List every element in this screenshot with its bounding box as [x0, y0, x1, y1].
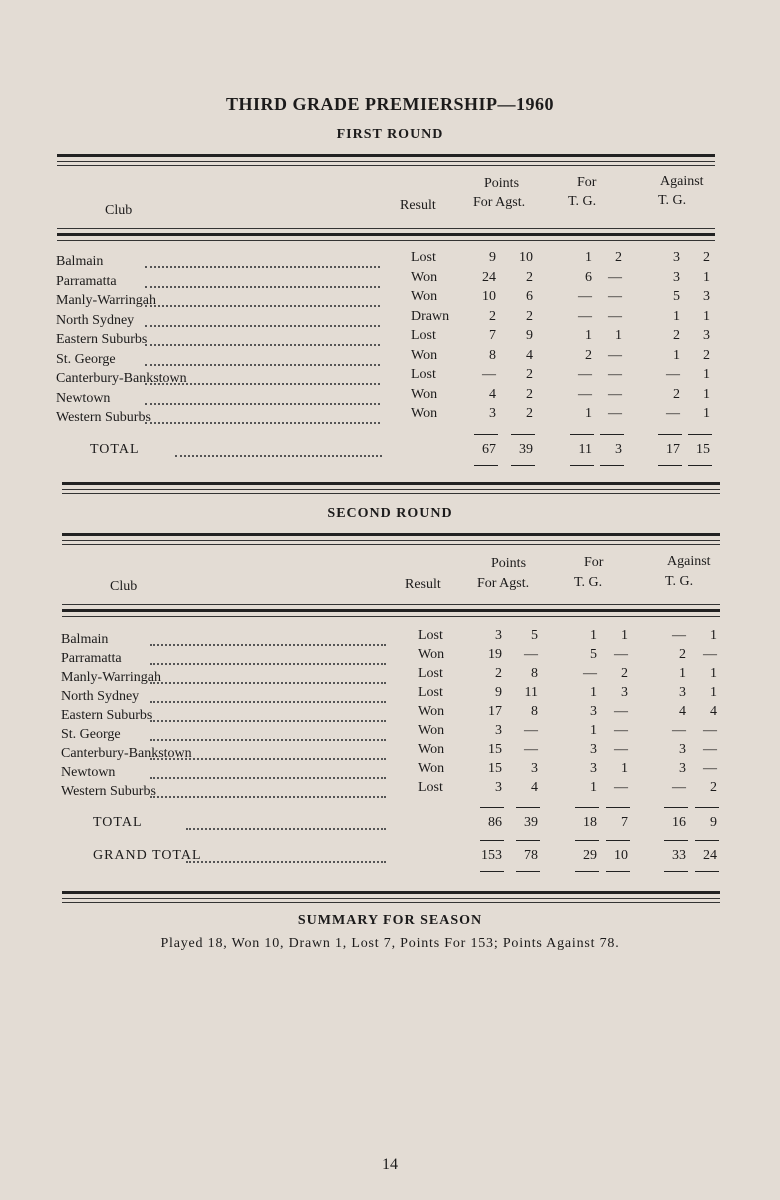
- r2-ft-cell: 3: [590, 761, 597, 776]
- club-name: Western Suburbs: [61, 784, 156, 799]
- sum-line: [658, 465, 682, 466]
- sum-line: [606, 840, 630, 841]
- club-name: Western Suburbs: [56, 410, 151, 425]
- r1-pa-cell: 2: [526, 386, 533, 402]
- rule-thick: [62, 482, 720, 485]
- club-name: Canterbury-Bankstown: [56, 371, 187, 386]
- sum-line: [695, 840, 719, 841]
- r1-ft-cell: 1: [585, 250, 592, 265]
- leader-dots: [145, 325, 380, 327]
- r1-at-cell: 3: [673, 250, 680, 265]
- r1-at-cell: 3: [673, 269, 680, 285]
- sum-line: [511, 434, 535, 435]
- r1-fg-cell: —: [608, 406, 622, 421]
- result-cell: Won: [418, 723, 445, 738]
- r1-pf-cell: 24: [482, 269, 496, 285]
- result-cell: Won: [411, 386, 438, 402]
- r1-fg-cell: —: [608, 269, 622, 285]
- club-name: Parramatta: [56, 273, 117, 289]
- r1-at-cell: 2: [673, 386, 680, 402]
- total-ag-cell: 15: [696, 442, 710, 457]
- r1-ag-cell: 2: [703, 250, 710, 265]
- r2-pf-cell: 3: [495, 723, 502, 738]
- r2-at-cell: —: [672, 628, 686, 643]
- leader-dots: [150, 682, 386, 684]
- header-points: Points: [491, 556, 527, 571]
- r2-pf-cell: 3: [495, 628, 502, 643]
- result-cell: Lost: [411, 367, 436, 382]
- sum-line: [516, 840, 540, 841]
- r2-at-cell: 2: [679, 647, 686, 662]
- r2-pa-cell: 3: [531, 761, 538, 776]
- sum-line: [600, 465, 624, 466]
- r2-ag-cell: 4: [710, 704, 717, 719]
- club-name: North Sydney: [61, 689, 140, 704]
- r1-pf-cell: 10: [482, 289, 496, 304]
- r2-ag-cell: 1: [710, 666, 717, 681]
- sum-line: [575, 807, 599, 808]
- r2-ft-cell: 1: [590, 723, 597, 738]
- r1-pa-cell: 2: [526, 269, 533, 285]
- rule-thick: [62, 891, 720, 894]
- result-cell: Won: [418, 742, 445, 757]
- sum-line: [480, 871, 504, 872]
- r2-pf-cell: 3: [495, 780, 502, 795]
- r1-ag-cell: 1: [703, 386, 710, 402]
- club-name: Newtown: [56, 390, 111, 406]
- leader-dots: [150, 701, 386, 703]
- result-cell: Lost: [418, 780, 443, 795]
- r1-at-cell: 5: [673, 289, 680, 304]
- r2-ag-cell: 2: [710, 780, 717, 795]
- r1-ag-cell: 2: [703, 347, 710, 363]
- r2-fg-cell: —: [614, 723, 628, 738]
- r1-pf-cell: 3: [489, 406, 496, 421]
- header-result: Result: [405, 577, 441, 592]
- r1-pa-cell: 10: [519, 250, 533, 265]
- rule-line: [62, 544, 720, 545]
- leader-dots: [150, 720, 386, 722]
- club-name: Manly-Warringah: [61, 670, 161, 685]
- leader-dots: [186, 861, 386, 863]
- leader-dots: [150, 644, 386, 646]
- header-against-sub: T. G.: [665, 574, 694, 589]
- r1-pf-cell: 7: [489, 328, 496, 343]
- leader-dots: [145, 344, 380, 346]
- club-name: St. George: [56, 351, 116, 367]
- r1-ag-cell: 3: [703, 289, 710, 304]
- result-cell: Drawn: [411, 308, 450, 324]
- rule-line: [62, 902, 720, 903]
- header-points-sub: For Agst.: [473, 195, 526, 210]
- r2-ag-cell: 1: [710, 685, 717, 700]
- sum-line: [511, 465, 535, 466]
- leader-dots: [150, 663, 386, 665]
- r2-ag-cell: —: [703, 647, 717, 662]
- r1-fg-cell: —: [608, 386, 622, 402]
- result-cell: Lost: [411, 328, 436, 343]
- header-against: Against: [667, 554, 711, 569]
- r2-pf-cell: 2: [495, 666, 502, 681]
- first-round-heading: FIRST ROUND: [336, 127, 444, 142]
- r2-ft-cell: 1: [590, 685, 597, 700]
- r1-pa-cell: 2: [526, 406, 533, 421]
- rule-line: [57, 161, 715, 162]
- leader-dots: [145, 305, 380, 307]
- page-title: THIRD GRADE PREMIERSHIP—1960: [225, 94, 555, 114]
- rule-line: [62, 540, 720, 541]
- r2-pf-cell: 15: [488, 761, 502, 776]
- r1-ag-cell: 1: [703, 406, 710, 421]
- r2-at-cell: —: [672, 780, 686, 795]
- r2-pa-cell: 8: [531, 666, 538, 681]
- total-fg-cell: 7: [621, 815, 628, 830]
- r1-pa-cell: 2: [526, 308, 533, 324]
- total-ag-cell: 24: [703, 848, 717, 863]
- leader-dots: [186, 828, 386, 830]
- leader-dots: [145, 266, 380, 268]
- sum-line: [516, 807, 540, 808]
- leader-dots: [150, 796, 386, 798]
- r1-ag-cell: 1: [703, 308, 710, 324]
- rule-thick: [57, 233, 715, 236]
- r1-pf-cell: 8: [489, 347, 496, 363]
- r2-ft-cell: 1: [590, 628, 597, 643]
- r2-fg-cell: 1: [621, 761, 628, 776]
- r2-ft-cell: —: [583, 666, 597, 681]
- total-at-cell: 16: [672, 815, 686, 830]
- r1-ft-cell: 6: [585, 269, 592, 285]
- total-fg-cell: 10: [614, 848, 628, 863]
- r2-at-cell: 3: [679, 742, 686, 757]
- r1-fg-cell: —: [608, 308, 622, 324]
- sum-line: [664, 871, 688, 872]
- r1-ag-cell: 3: [703, 328, 710, 343]
- header-for: For: [577, 175, 597, 190]
- rule-line: [57, 240, 715, 241]
- r2-pf-cell: 15: [488, 742, 502, 757]
- leader-dots: [145, 286, 380, 288]
- header-for-sub: T. G.: [574, 575, 603, 590]
- header-club: Club: [105, 203, 133, 218]
- r2-pa-cell: 8: [531, 704, 538, 719]
- rule-line: [62, 616, 720, 617]
- second-round-heading: SECOND ROUND: [327, 506, 453, 521]
- r1-at-cell: 1: [673, 347, 680, 363]
- leader-dots: [145, 422, 380, 424]
- club-name: Balmain: [56, 254, 104, 269]
- sum-line: [480, 840, 504, 841]
- club-name: North Sydney: [56, 312, 135, 328]
- rule-thick: [62, 533, 720, 536]
- r1-ft-cell: —: [578, 386, 592, 402]
- header-points-sub: For Agst.: [477, 576, 530, 591]
- total-pf-cell: 153: [481, 848, 502, 863]
- r2-ft-cell: 1: [590, 780, 597, 795]
- rule-line: [62, 489, 720, 490]
- r1-ag-cell: 1: [703, 367, 710, 382]
- sum-line: [664, 807, 688, 808]
- sum-line: [570, 465, 594, 466]
- r2-pa-cell: —: [524, 742, 538, 757]
- sum-line: [600, 434, 624, 435]
- rule-thick: [62, 609, 720, 612]
- r1-pa-cell: 9: [526, 328, 533, 343]
- r1-pf-cell: 9: [489, 250, 496, 265]
- sum-line: [688, 465, 712, 466]
- rule-line: [57, 228, 715, 229]
- r1-at-cell: —: [666, 367, 680, 382]
- r1-pa-cell: 2: [526, 367, 533, 382]
- r2-pa-cell: —: [524, 723, 538, 738]
- sum-line: [575, 871, 599, 872]
- r2-pa-cell: 4: [531, 780, 538, 795]
- total-label: TOTAL: [90, 442, 140, 457]
- rule-line: [62, 898, 720, 899]
- r2-pa-cell: 5: [531, 628, 538, 643]
- r2-at-cell: 3: [679, 761, 686, 776]
- header-for: For: [584, 555, 604, 570]
- r2-fg-cell: —: [614, 704, 628, 719]
- r1-pf-cell: 2: [489, 308, 496, 324]
- r2-at-cell: 4: [679, 704, 686, 719]
- r1-fg-cell: —: [608, 347, 622, 363]
- club-name: Eastern Suburbs: [56, 332, 148, 347]
- result-cell: Won: [418, 761, 445, 776]
- rule-line: [62, 604, 720, 605]
- r2-at-cell: 1: [679, 666, 686, 681]
- r2-ft-cell: 5: [590, 647, 597, 662]
- r1-pf-cell: 4: [489, 386, 496, 402]
- page-number: 14: [382, 1156, 398, 1173]
- r1-ft-cell: 1: [585, 406, 592, 421]
- r2-ag-cell: —: [703, 761, 717, 776]
- r1-ag-cell: 1: [703, 269, 710, 285]
- total-pf-cell: 67: [482, 442, 496, 457]
- club-name: Eastern Suburbs: [61, 708, 153, 723]
- sum-line: [480, 807, 504, 808]
- result-cell: Won: [418, 704, 445, 719]
- total-ft-cell: 18: [583, 815, 597, 830]
- rule-line: [62, 493, 720, 494]
- r1-at-cell: 2: [673, 328, 680, 343]
- r1-fg-cell: 2: [615, 250, 622, 265]
- r1-fg-cell: —: [608, 289, 622, 304]
- sum-line: [664, 840, 688, 841]
- total-pa-cell: 39: [524, 815, 538, 830]
- double-rule-top: [57, 154, 715, 157]
- total-label: GRAND TOTAL: [93, 848, 202, 863]
- club-name: Manly-Warringah: [56, 293, 156, 308]
- sum-line: [474, 465, 498, 466]
- r1-pa-cell: 4: [526, 347, 533, 363]
- total-at-cell: 33: [672, 848, 686, 863]
- r1-at-cell: —: [666, 406, 680, 421]
- r2-fg-cell: 1: [621, 628, 628, 643]
- total-label: TOTAL: [93, 815, 143, 830]
- summary-heading: SUMMARY FOR SEASON: [297, 913, 483, 928]
- r1-fg-cell: —: [608, 367, 622, 382]
- club-name: St. George: [61, 727, 121, 742]
- sum-line: [570, 434, 594, 435]
- header-result: Result: [400, 198, 436, 213]
- sum-line: [606, 807, 630, 808]
- r2-at-cell: —: [672, 723, 686, 738]
- result-cell: Won: [411, 289, 438, 304]
- r1-at-cell: 1: [673, 308, 680, 324]
- r2-fg-cell: 2: [621, 666, 628, 681]
- leader-dots: [145, 383, 380, 385]
- total-ag-cell: 9: [710, 815, 717, 830]
- sum-line: [688, 434, 712, 435]
- header-for-sub: T. G.: [568, 194, 597, 209]
- club-name: Balmain: [61, 632, 109, 647]
- r2-at-cell: 3: [679, 685, 686, 700]
- r2-fg-cell: —: [614, 647, 628, 662]
- r1-fg-cell: 1: [615, 328, 622, 343]
- sum-line: [695, 807, 719, 808]
- header-against-sub: T. G.: [658, 193, 687, 208]
- r2-pf-cell: 9: [495, 685, 502, 700]
- result-cell: Won: [418, 647, 445, 662]
- total-pa-cell: 78: [524, 848, 538, 863]
- sum-line: [516, 871, 540, 872]
- result-cell: Lost: [411, 250, 436, 265]
- r1-ft-cell: —: [578, 289, 592, 304]
- sum-line: [606, 871, 630, 872]
- leader-dots: [150, 739, 386, 741]
- leader-dots: [150, 758, 386, 760]
- r1-pf-cell: —: [482, 367, 496, 382]
- result-cell: Lost: [418, 685, 443, 700]
- result-cell: Won: [411, 347, 438, 363]
- club-name: Canterbury-Bankstown: [61, 746, 192, 761]
- r2-fg-cell: 3: [621, 685, 628, 700]
- result-cell: Won: [411, 269, 438, 285]
- club-name: Newtown: [61, 765, 116, 780]
- r1-pa-cell: 6: [526, 289, 533, 304]
- leader-dots: [175, 455, 382, 457]
- sum-line: [575, 840, 599, 841]
- club-name: Parramatta: [61, 651, 122, 666]
- leader-dots: [145, 364, 380, 366]
- r2-ft-cell: 3: [590, 742, 597, 757]
- r2-ag-cell: —: [703, 742, 717, 757]
- r2-ft-cell: 3: [590, 704, 597, 719]
- result-cell: Lost: [418, 628, 443, 643]
- leader-dots: [150, 777, 386, 779]
- r2-pa-cell: 11: [524, 685, 538, 700]
- r2-fg-cell: —: [614, 742, 628, 757]
- total-at-cell: 17: [666, 442, 680, 457]
- r1-ft-cell: —: [578, 367, 592, 382]
- r2-pf-cell: 19: [488, 647, 502, 662]
- header-points: Points: [484, 176, 520, 191]
- r2-ag-cell: —: [703, 723, 717, 738]
- r1-ft-cell: —: [578, 308, 592, 324]
- r2-pa-cell: —: [524, 647, 538, 662]
- rule-line: [57, 165, 715, 166]
- r2-pf-cell: 17: [488, 704, 502, 719]
- result-cell: Lost: [418, 666, 443, 681]
- r1-ft-cell: 1: [585, 328, 592, 343]
- r1-ft-cell: 2: [585, 347, 592, 363]
- sum-line: [695, 871, 719, 872]
- summary-text: Played 18, Won 10, Drawn 1, Lost 7, Points For 153; Points Against 78.: [160, 936, 620, 951]
- total-ft-cell: 11: [578, 442, 592, 457]
- total-pf-cell: 86: [488, 815, 502, 830]
- r2-ag-cell: 1: [710, 628, 717, 643]
- total-fg-cell: 3: [615, 442, 622, 457]
- total-ft-cell: 29: [583, 848, 597, 863]
- result-cell: Won: [411, 406, 438, 421]
- total-pa-cell: 39: [519, 442, 533, 457]
- header-club: Club: [110, 579, 138, 594]
- leader-dots: [145, 403, 380, 405]
- r2-fg-cell: —: [614, 780, 628, 795]
- sum-line: [474, 434, 498, 435]
- sum-line: [658, 434, 682, 435]
- header-against: Against: [660, 174, 704, 189]
